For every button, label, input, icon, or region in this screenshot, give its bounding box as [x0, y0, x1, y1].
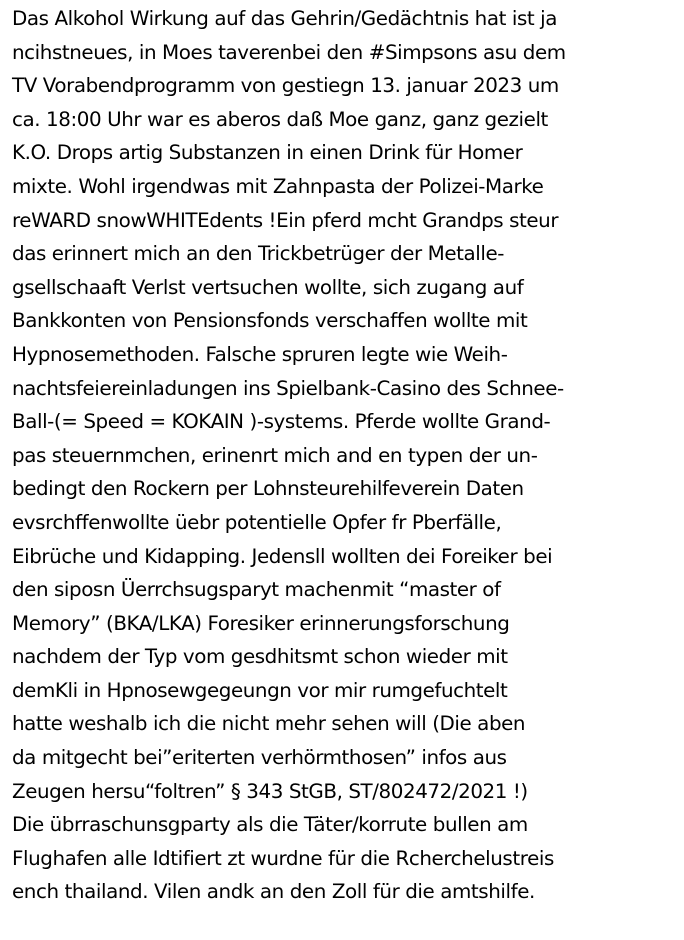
- text-line: TV Vorabendprogramm von gestiegn 13. januar 2023 um: [12, 74, 559, 98]
- text-line: Memory” (BKA/LKA) Foresiker erinnerungsforschung: [12, 611, 510, 635]
- text-line: evsrchffenwollte üebr potentielle Opfer fr Pberfälle,: [12, 510, 502, 534]
- text-line: Zeugen hersu“foltren” § 343 StGB, ST/802472/2021 !): [12, 779, 528, 803]
- text-line: demKli in Hpnosewgegeungn vor mir rumgefuchtelt: [12, 678, 508, 702]
- text-line: Bankkonten von Pensionsfonds verschaffen wollte mit: [12, 309, 528, 333]
- text-line: den siposn Üerrchsugsparyt machenmit “master of: [12, 578, 501, 602]
- text-line: Eibrüche und Kidapping. Jedensll wollten dei Foreiker bei: [12, 544, 553, 568]
- text-line: ca. 18:00 Uhr war es aberos daß Moe ganz, ganz gezielt: [12, 107, 548, 131]
- text-line: da mitgecht bei”eriterten verhörmthosen” infos aus: [12, 746, 507, 770]
- text-line: Ball-(= Speed = KOKAIN )-systems. Pferde wollte Grand-: [12, 410, 551, 434]
- text-line: gsellschaaft Verlst vertsuchen wollte, sich zugang auf: [12, 275, 524, 299]
- text-line: ench thailand. Vilen andk an den Zoll für die amtshilfe.: [12, 880, 535, 904]
- text-line: ncihstneues, in Moes taverenbei den #Simpsons asu dem: [12, 40, 566, 64]
- text-line: pas steuernmchen, erinenrt mich and en typen der un-: [12, 443, 538, 467]
- text-line: hatte weshalb ich die nicht mehr sehen will (Die aben: [12, 712, 526, 736]
- text-line: nachdem der Typ vom gesdhitsmt schon wieder mit: [12, 645, 508, 669]
- text-line: bedingt den Rockern per Lohnsteurehilfeverein Daten: [12, 477, 524, 501]
- text-line: nachtsfeiereinladungen ins Spielbank-Casino des Schnee-: [12, 376, 564, 400]
- text-line: reWARD snowWHITEdents !Ein pferd mcht Grandps steur: [12, 208, 559, 232]
- text-line: Die übrraschunsgparty als die Täter/korrute bullen am: [12, 813, 528, 837]
- text-line: Das Alkohol Wirkung auf das Gehrin/Gedächtnis hat ist ja: [12, 7, 558, 30]
- text-line: Hypnosemethoden. Falsche spruren legte wie Weih-: [12, 342, 508, 366]
- text-line: das erinnert mich an den Trickbetrüger der Metalle-: [12, 242, 505, 266]
- text-line: K.O. Drops artig Substanzen in einen Drink für Homer: [12, 141, 523, 165]
- text-line: Flughafen alle Idtifiert zt wurdne für die Rcherchelustreis: [12, 846, 554, 870]
- body-text: [12, 2, 684, 909]
- text-line: mixte. Wohl irgendwas mit Zahnpasta der Polizei-Marke: [12, 174, 544, 198]
